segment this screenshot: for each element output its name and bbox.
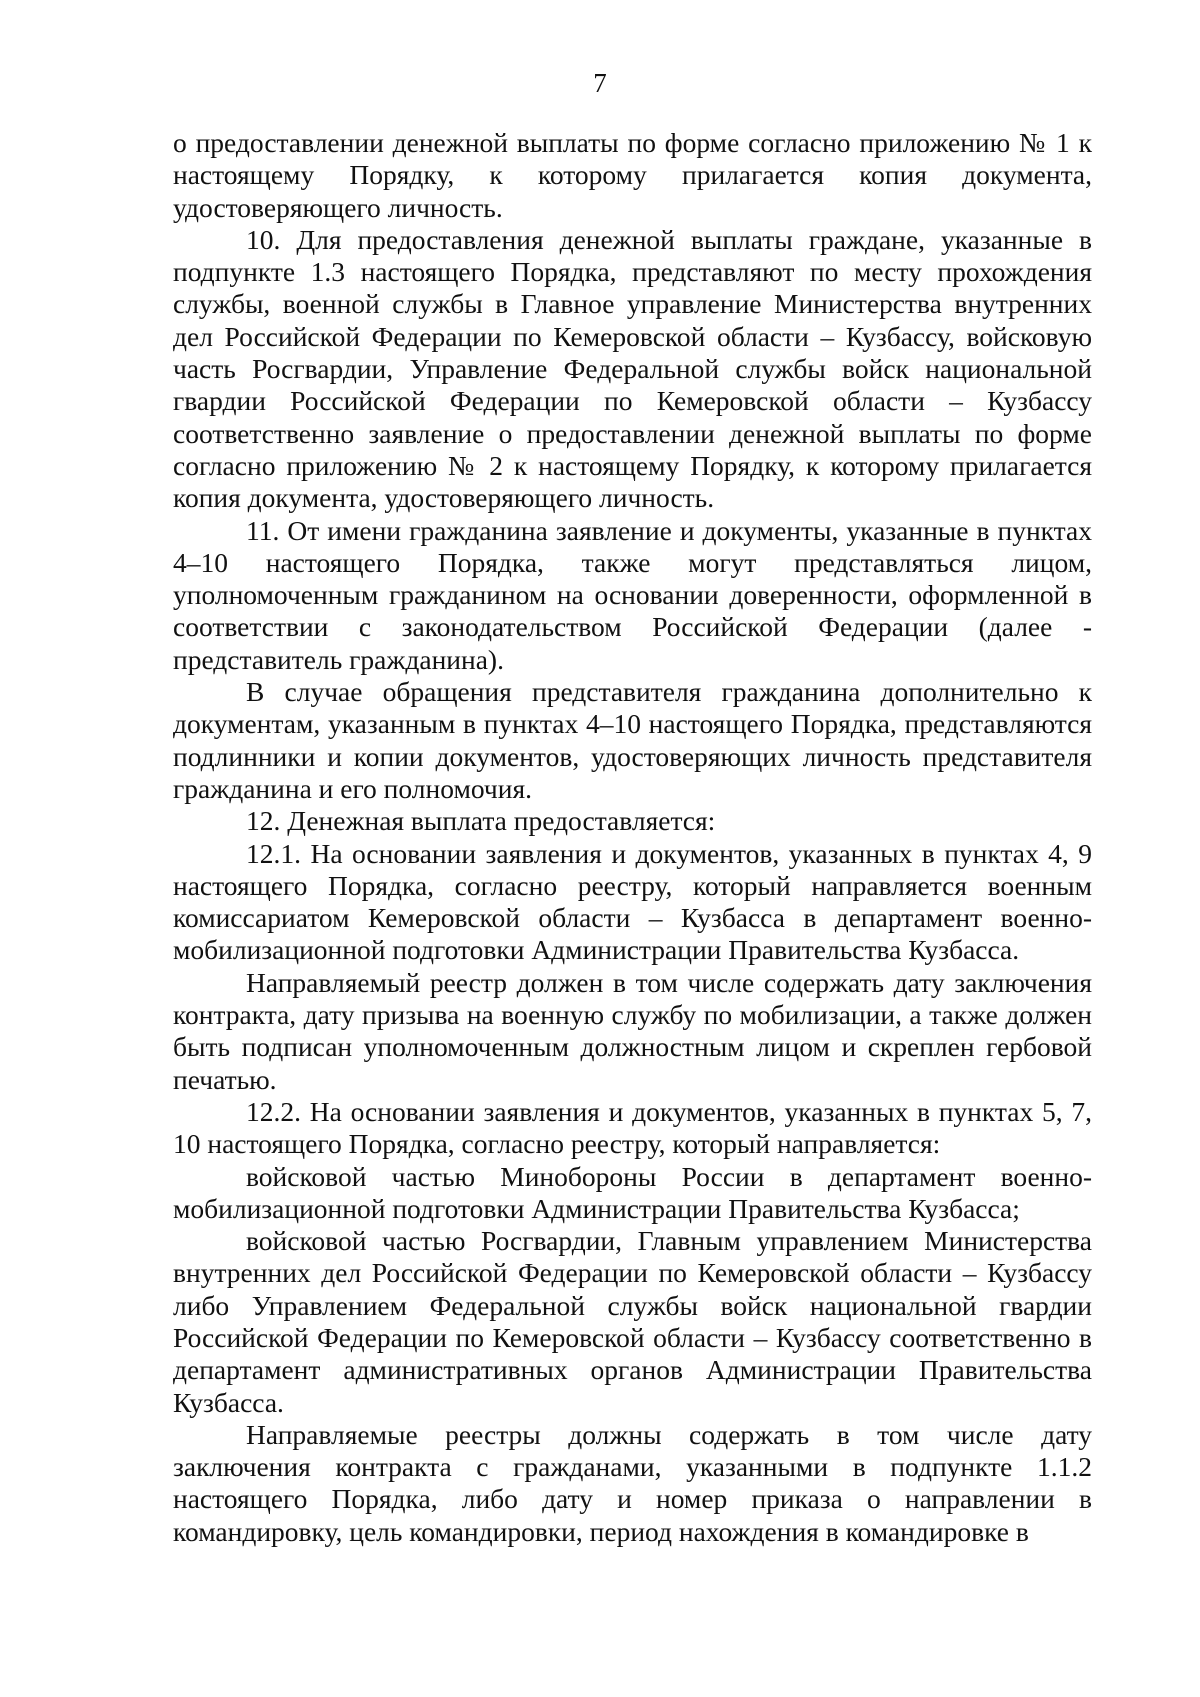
paragraph-registries-content: Направляемые реестры должны содержать в том числе дату заключения контракта с гражданами, указанными в подпункте 1.1.2 настоящего Порядка, либо дату и номер приказа о направлении в командировку, цель командировки, период нахождения в командировке в — [173, 1418, 1092, 1547]
paragraph-item-10: 10. Для предоставления денежной выплаты граждане, указанные в подпункте 1.3 настоящего Порядка, представляют по месту прохождения службы, военной службы в Главное управление Министерства внутренних дел Российской Федерации по Кемеровской области – Кузбассу, войсковую часть Росгвардии, Управление Федеральной службы войск национальной гвардии Российской Федерации по Кемеровской области – Кузбассу соответственно заявление о предоставлении денежной выплаты по форме согласно приложению № 2 к настоящему Порядку, к которому прилагается копия документа, удостоверяющего личность. — [173, 223, 1092, 514]
paragraph-military-unit: войсковой частью Минобороны России в департамент военно-мобилизационной подготовки Администрации Правительства Кузбасса; — [173, 1160, 1092, 1224]
page-number: 7 — [593, 68, 607, 98]
paragraph-item-12-1: 12.1. На основании заявления и документов, указанных в пунктах 4, 9 настоящего Порядка, согласно реестру, который направляется военным комиссариатом Кемеровской области – Кузбасса в департамент военно-мобилизационной подготовки Администрации Правительства Кузбасса. — [173, 837, 1092, 966]
document-body — [173, 127, 1092, 1548]
paragraph-rosgvardia-unit: войсковой частью Росгвардии, Главным управлением Министерства внутренних дел Российской Федерации по Кемеровской области – Кузбассу либо Управлением Федеральной службы войск национальной гвардии Российской Федерации по Кемеровской области – Кузбассу соответственно в департамент административных органов Администрации Правительства Кузбасса. — [173, 1225, 1092, 1418]
paragraph-item-12: 12. Денежная выплата предоставляется: — [246, 805, 716, 837]
paragraph-continuation: о предоставлении денежной выплаты по форме согласно приложению № 1 к настоящему Порядку, к которому прилагается копия документа, удостоверяющего личность. — [173, 127, 1092, 223]
paragraph-item-12-2: 12.2. На основании заявления и документов, указанных в пунктах 5, 7, 10 настоящего Порядка, согласно реестру, который направляется: — [173, 1095, 1092, 1160]
paragraph-representative: В случае обращения представителя гражданина дополнительно к документам, указанным в пунктах 4–10 настоящего Порядка, представляются подлинники и копии документов, удостоверяющих личность представителя гражданина и его полномочия. — [173, 676, 1092, 804]
paragraph-registry-requirements: Направляемый реестр должен в том числе содержать дату заключения контракта, дату призыва на военную службу по мобилизации, а также должен быть подписан уполномоченным должностным лицом и скреплен гербовой печатью. — [173, 966, 1092, 1095]
paragraph-item-11: 11. От имени гражданина заявление и документы, указанные в пунктах 4–10 настоящего Порядка, также могут представляться лицом, уполномоченным гражданином на основании доверенности, оформленной в соответствии с законодательством Российской Федерации (далее - представитель гражданина). — [173, 514, 1092, 675]
